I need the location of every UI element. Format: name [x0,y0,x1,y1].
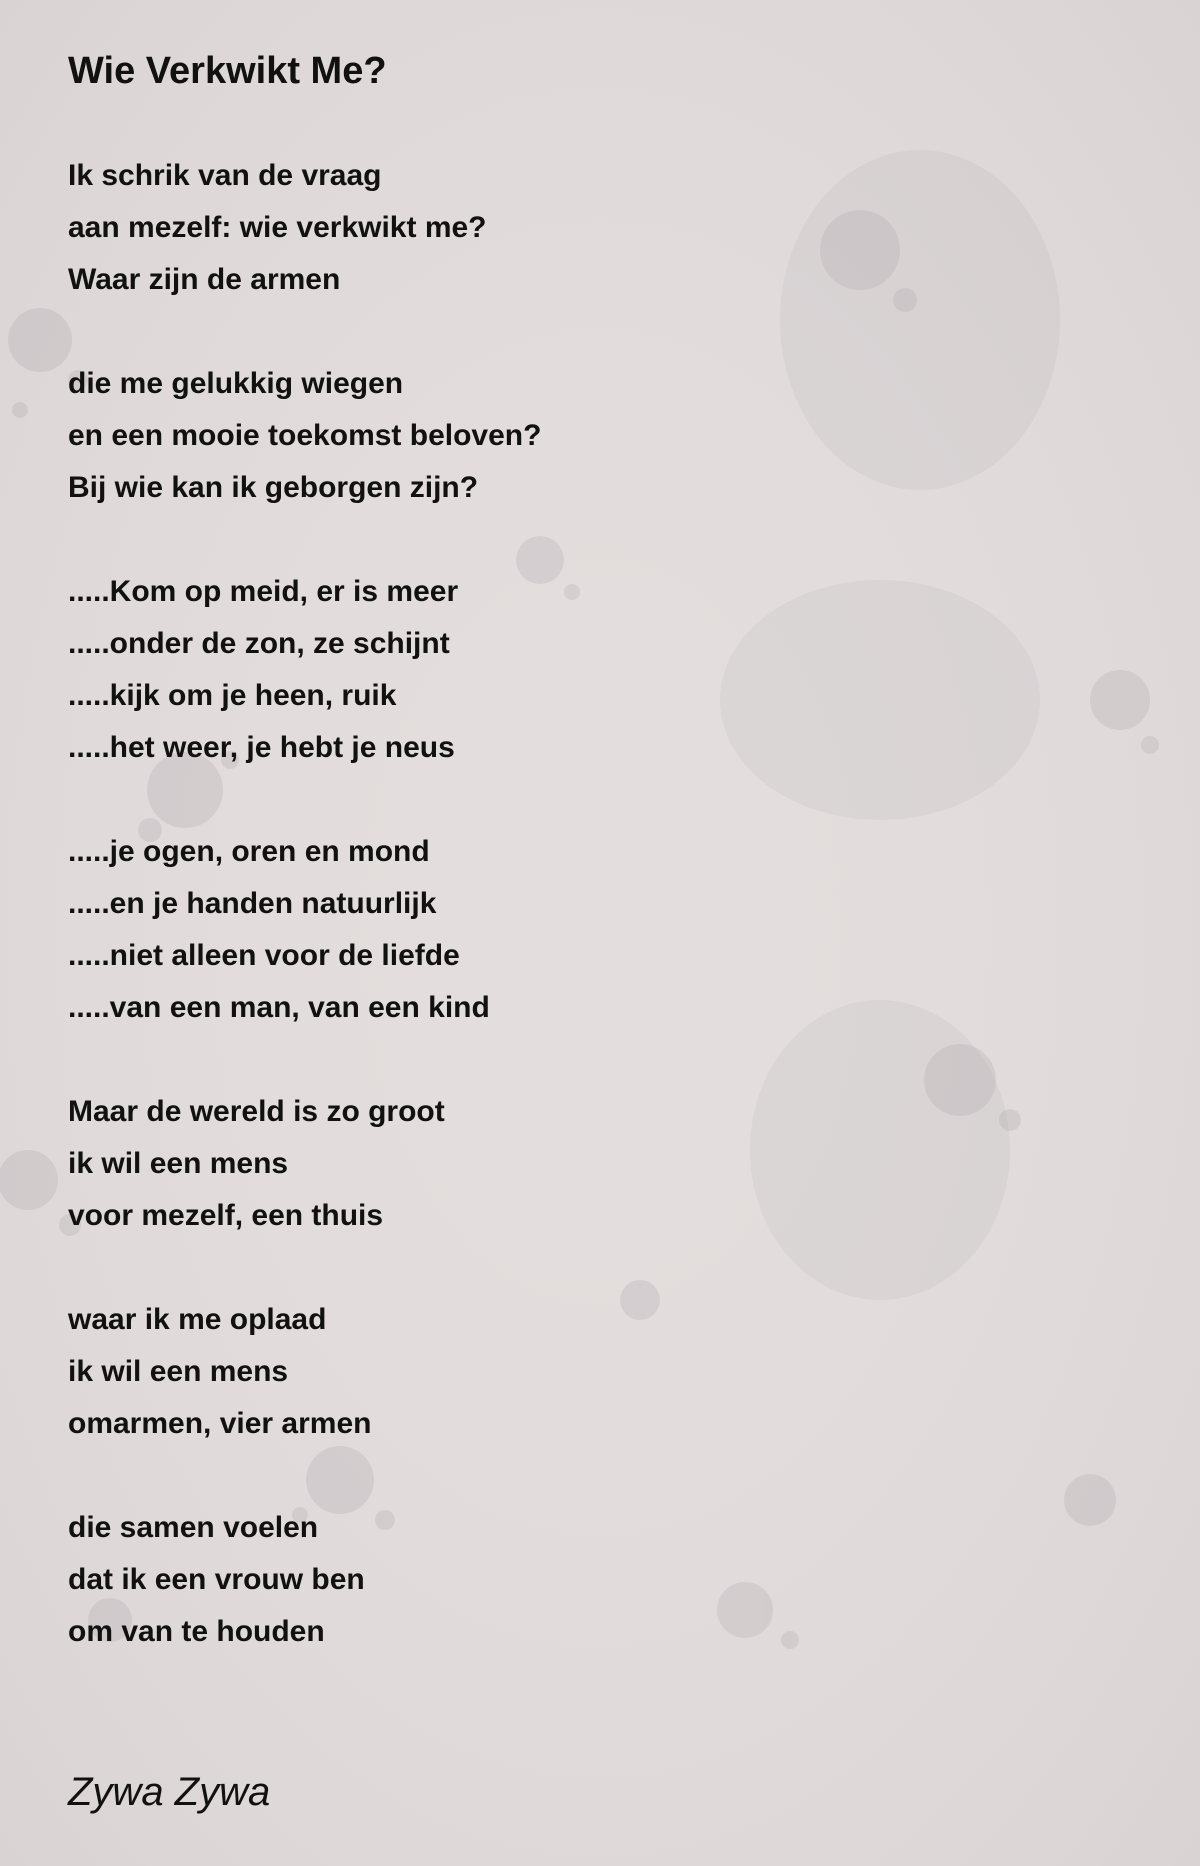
poem-stanza [68,150,541,306]
poem-line: ik wil een mens [68,1355,289,1388]
author-signature: Zywa Zywa [68,1770,271,1814]
poem-line: .....onder de zon, ze schijnt [68,627,450,660]
poem-line: om van te houden [68,1615,325,1648]
poem-line: die me gelukkig wiegen [68,367,404,400]
poem-body [68,150,541,1710]
poem-line: aan mezelf: wie verkwikt me? [68,211,487,244]
poem-line: omarmen, vier armen [68,1407,372,1440]
poem-line: Bij wie kan ik geborgen zijn? [68,471,479,504]
poem-line: waar ik me oplaad [68,1303,327,1336]
poem-stanza [68,1086,541,1242]
poem-line: .....en je handen natuurlijk [68,887,437,920]
poem-line: dat ik een vrouw ben [68,1563,365,1596]
poem-line: Waar zijn de armen [68,263,341,296]
poem-line: .....je ogen, oren en mond [68,835,430,868]
poem-stanza [68,358,541,514]
poem-line: .....kijk om je heen, ruik [68,679,397,712]
poem-title: Wie Verkwikt Me? [68,50,387,92]
poem-stanza [68,566,541,774]
poem-line: voor mezelf, een thuis [68,1199,384,1232]
poem-line: ik wil een mens [68,1147,289,1180]
poem-line: .....niet alleen voor de liefde [68,939,460,972]
poem-line: .....Kom op meid, er is meer [68,575,459,608]
poem-line: die samen voelen [68,1511,319,1544]
poem-line: .....van een man, van een kind [68,991,490,1024]
poem-stanza [68,1502,541,1658]
poem-line: Maar de wereld is zo groot [68,1095,445,1128]
poem-stanza [68,1294,541,1450]
poem-line: .....het weer, je hebt je neus [68,731,455,764]
poem-line: en een mooie toekomst beloven? [68,419,542,452]
poem-line: Ik schrik van de vraag [68,159,382,192]
poem-stanza [68,826,541,1034]
